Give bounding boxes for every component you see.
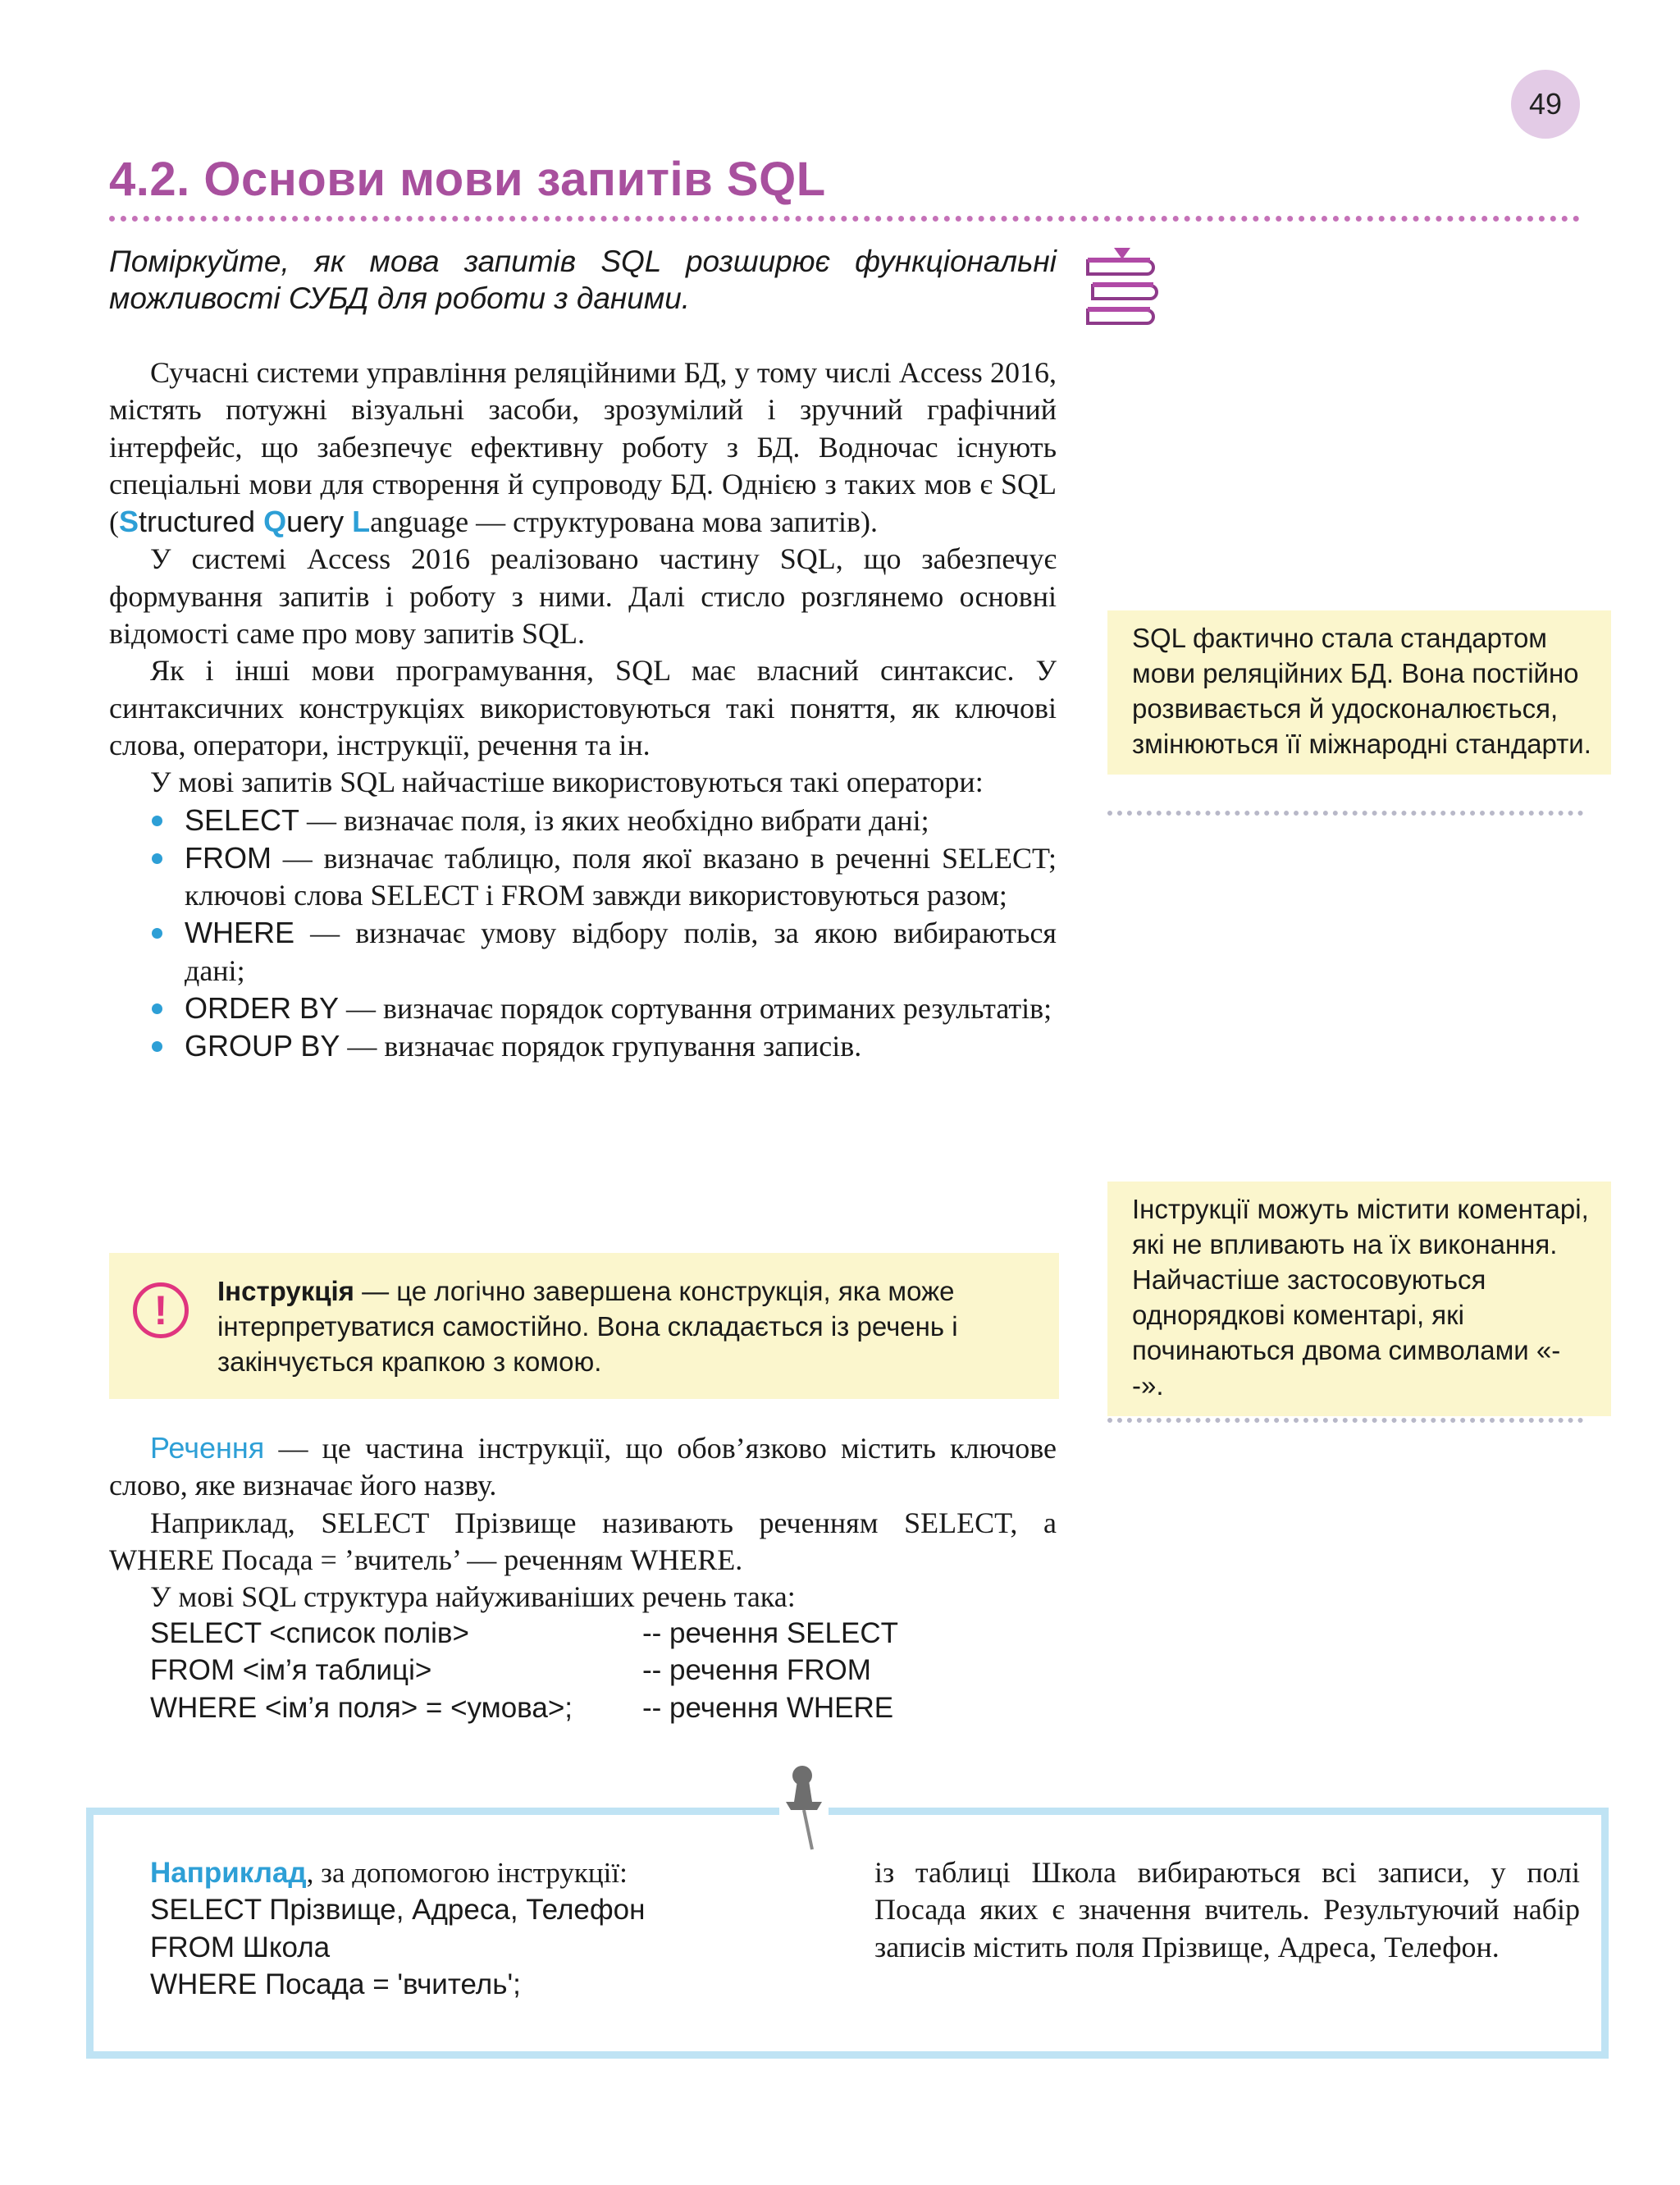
example-code-line: FROM Школа (150, 1931, 331, 1963)
example-intro (150, 1854, 774, 1891)
sentence-definition: — це частина інструкції, що обов’язково містить ключове слово, яке визначає його назву. (109, 1432, 1057, 1502)
example-code-line: SELECT Прізвище, Адреса, Телефон (150, 1894, 646, 1927)
example-intro-text: , за допомогою інструкції: (306, 1857, 628, 1889)
acronym-letter-s: S (119, 505, 139, 539)
operator-description: — визначає умову відбору полів, за якою вибираються дані; (185, 917, 1057, 987)
operator-keyword: ORDER BY (185, 991, 340, 1026)
definition-body: — це логічно завершена конструкція, яка може інтерпретуватися самостійно. Вона складається із речень і закінчується крапкою з комою. (217, 1276, 958, 1377)
bullet-icon (152, 928, 162, 939)
side-note-comments: Інструкції можуть містити коментарі, які не впливають на їх виконання. Найчастіше застосовуються однорядкові коментарі, які починаються двома символами «--». (1107, 1182, 1611, 1416)
syntax-code: WHERE <ім’я поля> = <умова>; (150, 1691, 573, 1724)
paragraph-2: У системі Access 2016 реалізовано частину SQL, що забезпечує формування запитів і роботу з ними. Далі стисло розглянемо основні відомості саме про мову запитів SQL. (109, 542, 1057, 651)
syntax-block (150, 1615, 898, 1726)
example-code (150, 1854, 774, 2003)
paragraph-3: Як і інші мови програмування, SQL має власний синтаксис. У синтаксичних конструкціях використовуються такі поняття, як ключові слова, оператори, інструкції, речення та ін. (109, 654, 1057, 761)
example-label: Наприклад (150, 1857, 307, 1889)
example-code-line: WHERE Посада = 'вчитель'; (150, 1968, 521, 2000)
syntax-code: FROM <ім’я таблиці> (150, 1654, 432, 1687)
paragraph-1 (109, 354, 1057, 541)
acronym-word-query: uery (286, 505, 353, 539)
bullet-icon (152, 1041, 162, 1052)
paragraph-6: Наприклад, SELECT Прізвище називають реченням SELECT, а WHERE Посада = ’вчитель’ — реченням WHERE. (109, 1506, 1057, 1576)
definition-text (217, 1273, 1038, 1379)
acronym-letter-l: L (352, 505, 371, 539)
list-item (109, 839, 1057, 915)
main-text (109, 354, 1057, 1066)
syntax-comment: -- речення FROM (642, 1654, 871, 1687)
paragraph-5 (109, 1429, 1057, 1505)
paragraph-1-text: Сучасні системи управління реляційними БД, у тому числі Access 2016, містять потужні візуальні засоби, зрозумілий і зручний графічний інтерфейс, що забезпечує ефективну роботу з БД. Водночас існують спеціальні мови для створення й супроводу БД. Однією з таких мов є SQL ( (109, 356, 1057, 539)
pushpin-icon (779, 1764, 829, 1854)
syntax-row (150, 1689, 894, 1726)
operator-description: — визначає поля, із яких необхідно вибрати дані; (299, 803, 929, 837)
list-item (109, 802, 1057, 839)
section-heading: 4.2. Основи мови запитів SQL (109, 153, 826, 206)
syntax-row (150, 1615, 898, 1652)
operator-keyword: SELECT (185, 802, 300, 837)
acronym-word-language: anguage — структурована мова запитів). (370, 505, 879, 539)
sentence-term: Речення (150, 1431, 265, 1465)
example-explanation: із таблиці Школа вибираються всі записи, у полі Посада яких є значення вчитель. Результуючий набір записів містить поля Прізвище, Адреса, Телефон. (874, 1856, 1580, 1963)
side-note-divider (1107, 1418, 1583, 1423)
intro-question: Поміркуйте, як мова запитів SQL розширює функціональні можливості СУБД для роботи з даними. (109, 245, 1057, 315)
operators-list (109, 802, 1057, 1066)
side-note-divider (1107, 811, 1583, 816)
syntax-row (150, 1652, 871, 1689)
books-icon (1081, 246, 1163, 336)
side-note-standard: SQL фактично стала стандартом мови реляційних БД. Вона постійно розвивається й удосконалюється, змінюються її міжнародні стандарти. (1107, 610, 1611, 775)
bullet-icon (152, 1003, 162, 1014)
list-item (109, 990, 1057, 1027)
syntax-comment: -- речення SELECT (642, 1617, 898, 1649)
heading-divider (109, 216, 1580, 222)
syntax-comment: -- речення WHERE (642, 1691, 894, 1724)
paragraph-4: У мові запитів SQL найчастіше використовуються такі оператори: (150, 766, 984, 799)
definition-term: Інструкція (217, 1276, 354, 1306)
list-item (109, 1027, 1057, 1065)
bullet-icon (152, 816, 162, 826)
paragraph-7: У мові SQL структура найуживаніших речень така: (150, 1580, 796, 1614)
acronym-letter-q: Q (263, 505, 287, 539)
operator-keyword: WHERE (185, 916, 294, 950)
bullet-icon (152, 853, 162, 864)
operator-description: — визначає таблицю, поля якої вказано в реченні SELECT; ключові слова SELECT і FROM завжди використовуються разом; (185, 841, 1057, 912)
acronym-word-structured: tructured (139, 505, 264, 539)
exclamation-icon: ! (133, 1282, 189, 1338)
operator-keyword: GROUP BY (185, 1029, 340, 1063)
operator-description: — визначає порядок групування записів. (340, 1030, 862, 1063)
operator-keyword: FROM (185, 840, 272, 875)
page-number: 49 (1511, 70, 1580, 139)
sentence-text (109, 1429, 1057, 1616)
syntax-code: SELECT <список полів> (150, 1617, 469, 1649)
list-item (109, 914, 1057, 990)
operator-description: — визначає порядок сортування отриманих результатів; (339, 992, 1052, 1026)
